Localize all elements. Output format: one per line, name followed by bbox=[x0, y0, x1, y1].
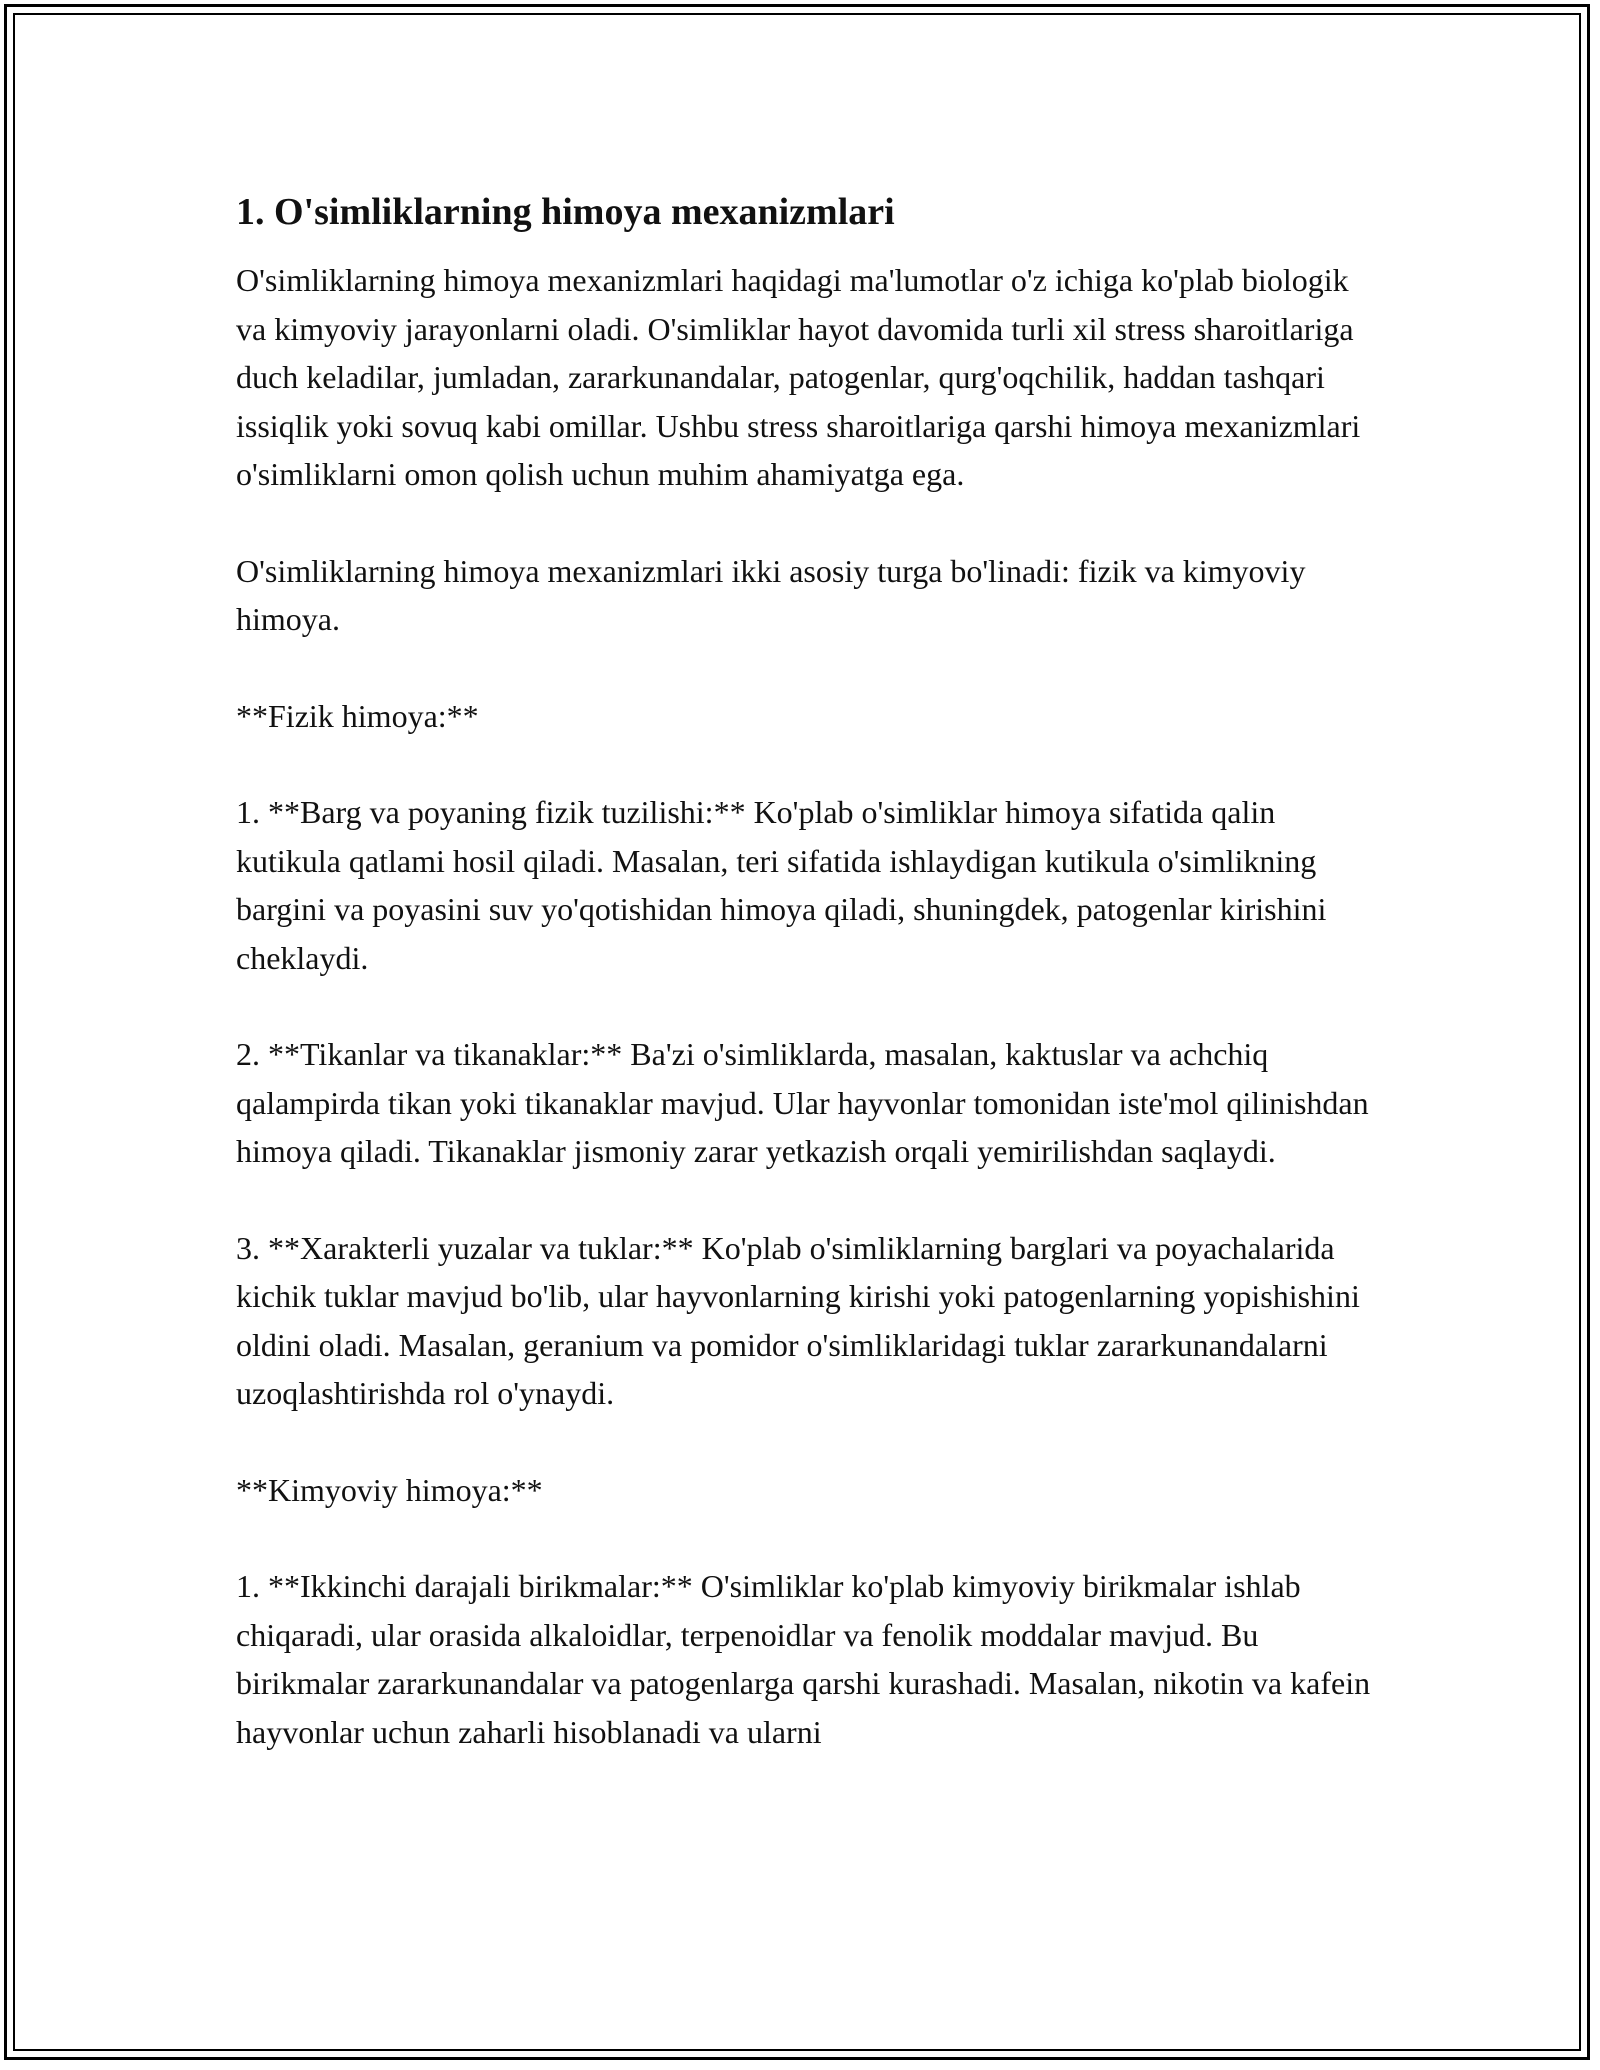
document-title: 1. O'simliklarning himoya mexanizmlari bbox=[236, 191, 895, 233]
section-heading-physical: **Fizik himoya:** bbox=[236, 697, 479, 734]
document-body bbox=[236, 186, 1386, 1804]
list-item-physical-1: 1. **Barg va poyaning fizik tuzilishi:** Ko'plab o'simliklar himoya sifatida qalin kutikula qatlami hosil qiladi. Masalan, teri sifatida ishlaydigan kutikula o'simlikning bargini va poyasini suv yo'qotishidan himoya qiladi, shuningdek, patogenlar kirishini cheklaydi. bbox=[236, 794, 1327, 976]
list-item-chemical-1: 1. **Ikkinchi darajali birikmalar:** O'simliklar ko'plab kimyoviy birikmalar ishlab chiqaradi, ular orasida alkaloidlar, terpenoidlar va fenolik moddalar mavjud. Bu birikmalar zararkunandalar va patogenlarga qarshi kurashadi. Masalan, nikotin va kafein hayvonlar uchun zaharli hisoblanadi va ularni bbox=[236, 1568, 1371, 1750]
paragraph-intro: O'simliklarning himoya mexanizmlari haqidagi ma'lumotlar o'z ichiga ko'plab biologik va kimyoviy jarayonlarni oladi. O'simliklar hayot davomida turli xil stress sharoitlariga duch keladilar, jumladan, zararkunandalar, patogenlar, qurg'oqchilik, haddan tashqari issiqlik yoki sovuq kabi omillar. Ushbu stress sharoitlariga qarshi himoya mexanizmlari o'simliklarni omon qolish uchun muhim ahamiyatga ega. bbox=[236, 262, 1361, 492]
paragraph-types: O'simliklarning himoya mexanizmlari ikki asosiy turga bo'linadi: fizik va kimyoviy himoya. bbox=[236, 552, 1306, 637]
section-heading-chemical: **Kimyoviy himoya:** bbox=[236, 1471, 543, 1508]
list-item-physical-2: 2. **Tikanlar va tikanaklar:** Ba'zi o'simliklarda, masalan, kaktuslar va achchiq qalampirda tikan yoki tikanaklar mavjud. Ular hayvonlar tomonidan iste'mol qilinishdan himoya qiladi. Tikanaklar jismoniy zarar yetkazish orqali yemirilishdan saqlaydi. bbox=[236, 1036, 1369, 1169]
list-item-physical-3: 3. **Xarakterli yuzalar va tuklar:** Ko'plab o'simliklarning barglari va poyachalarida kichik tuklar mavjud bo'lib, ular hayvonlarning kirishi yoki patogenlarning yopishishini oldini oladi. Masalan, geranium va pomidor o'simliklaridagi tuklar zararkunandalarni uzoqlashtirishda rol o'ynaydi. bbox=[236, 1229, 1360, 1411]
